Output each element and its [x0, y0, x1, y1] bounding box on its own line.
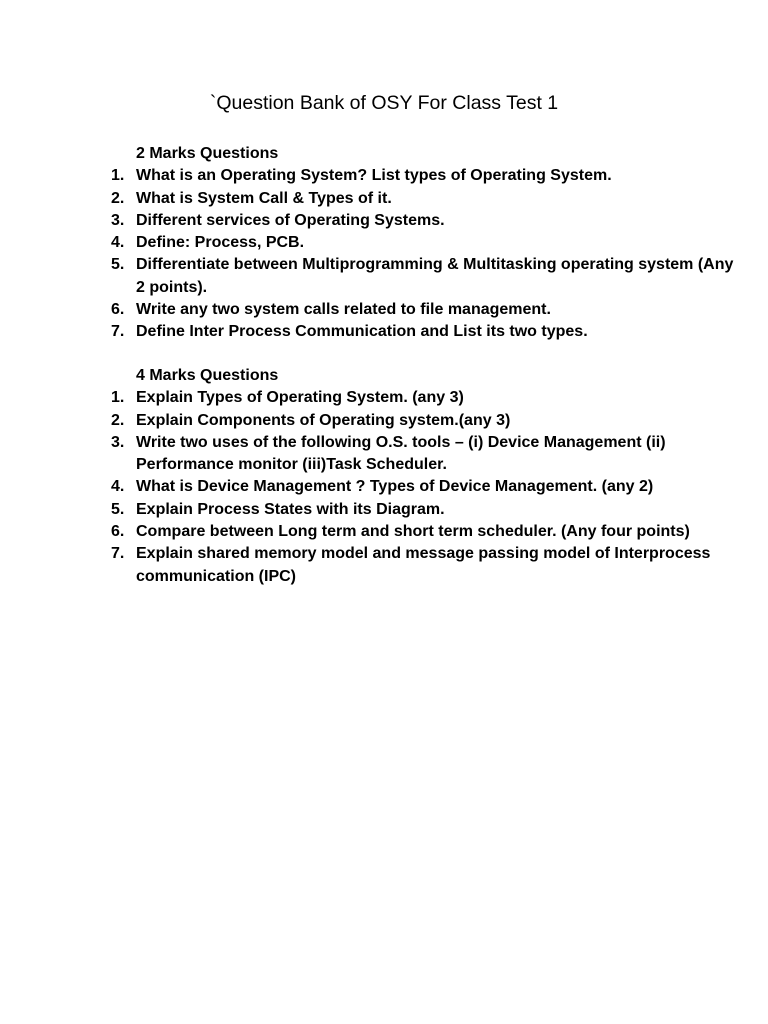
question-text: Compare between Long term and short term scheduler. (Any four points): [136, 523, 690, 541]
section-4-marks: [111, 365, 736, 588]
question-number: 2.: [111, 189, 125, 207]
question-text: Explain Process States with its Diagram.: [136, 500, 445, 518]
question-number: 4.: [111, 234, 125, 252]
question-text: Explain shared memory model and message passing model of Interprocess communication (IPC): [136, 545, 711, 585]
question-list: [111, 387, 736, 588]
question-text: Explain Components of Operating system.(any 3): [136, 411, 511, 429]
question-item: [111, 521, 736, 543]
question-text: What is System Call & Types of it.: [136, 189, 392, 207]
question-number: 3.: [111, 211, 125, 229]
question-text: What is Device Management ? Types of Device Management. (any 2): [136, 478, 654, 496]
question-item: [111, 210, 736, 232]
question-text: Define: Process, PCB.: [136, 234, 305, 252]
question-number: 1.: [111, 389, 125, 407]
question-number: 3.: [111, 433, 125, 451]
question-number: 4.: [111, 478, 125, 496]
question-item: [111, 476, 736, 498]
question-item: [111, 299, 736, 321]
page-title: `Question Bank of OSY For Class Test 1: [209, 92, 559, 114]
question-number: 6.: [111, 523, 125, 541]
question-number: 5.: [111, 256, 125, 274]
question-number: 1.: [111, 167, 125, 185]
question-number: 7.: [111, 545, 125, 563]
question-number: 2.: [111, 411, 125, 429]
question-item: [111, 232, 736, 254]
question-text: Write two uses of the following O.S. tools – (i) Device Management (ii) Performance monitor (iii)Task Scheduler.: [136, 433, 666, 474]
question-number: 5.: [111, 500, 125, 518]
section-heading: 4 Marks Questions: [136, 367, 279, 384]
question-item: [111, 432, 736, 477]
question-item: [111, 543, 736, 588]
question-number: 7.: [111, 323, 125, 341]
question-text: What is an Operating System? List types of Operating System.: [136, 167, 612, 185]
question-item: [111, 165, 736, 187]
question-text: Write any two system calls related to file management.: [136, 301, 551, 319]
section-heading: 2 Marks Questions: [136, 145, 279, 162]
question-list: [111, 165, 736, 343]
question-item: [111, 321, 736, 343]
question-item: [111, 254, 736, 299]
question-item: [111, 499, 736, 521]
question-text: Explain Types of Operating System. (any 3): [136, 389, 464, 407]
question-text: Differentiate between Multiprogramming & Multitasking operating system (Any 2 points).: [136, 256, 734, 296]
question-text: Define Inter Process Communication and List its two types.: [136, 323, 588, 341]
question-item: [111, 188, 736, 210]
question-number: 6.: [111, 301, 125, 319]
question-item: [111, 410, 736, 432]
question-text: Different services of Operating Systems.: [136, 211, 445, 229]
question-item: [111, 387, 736, 409]
section-2-marks: [111, 143, 736, 344]
